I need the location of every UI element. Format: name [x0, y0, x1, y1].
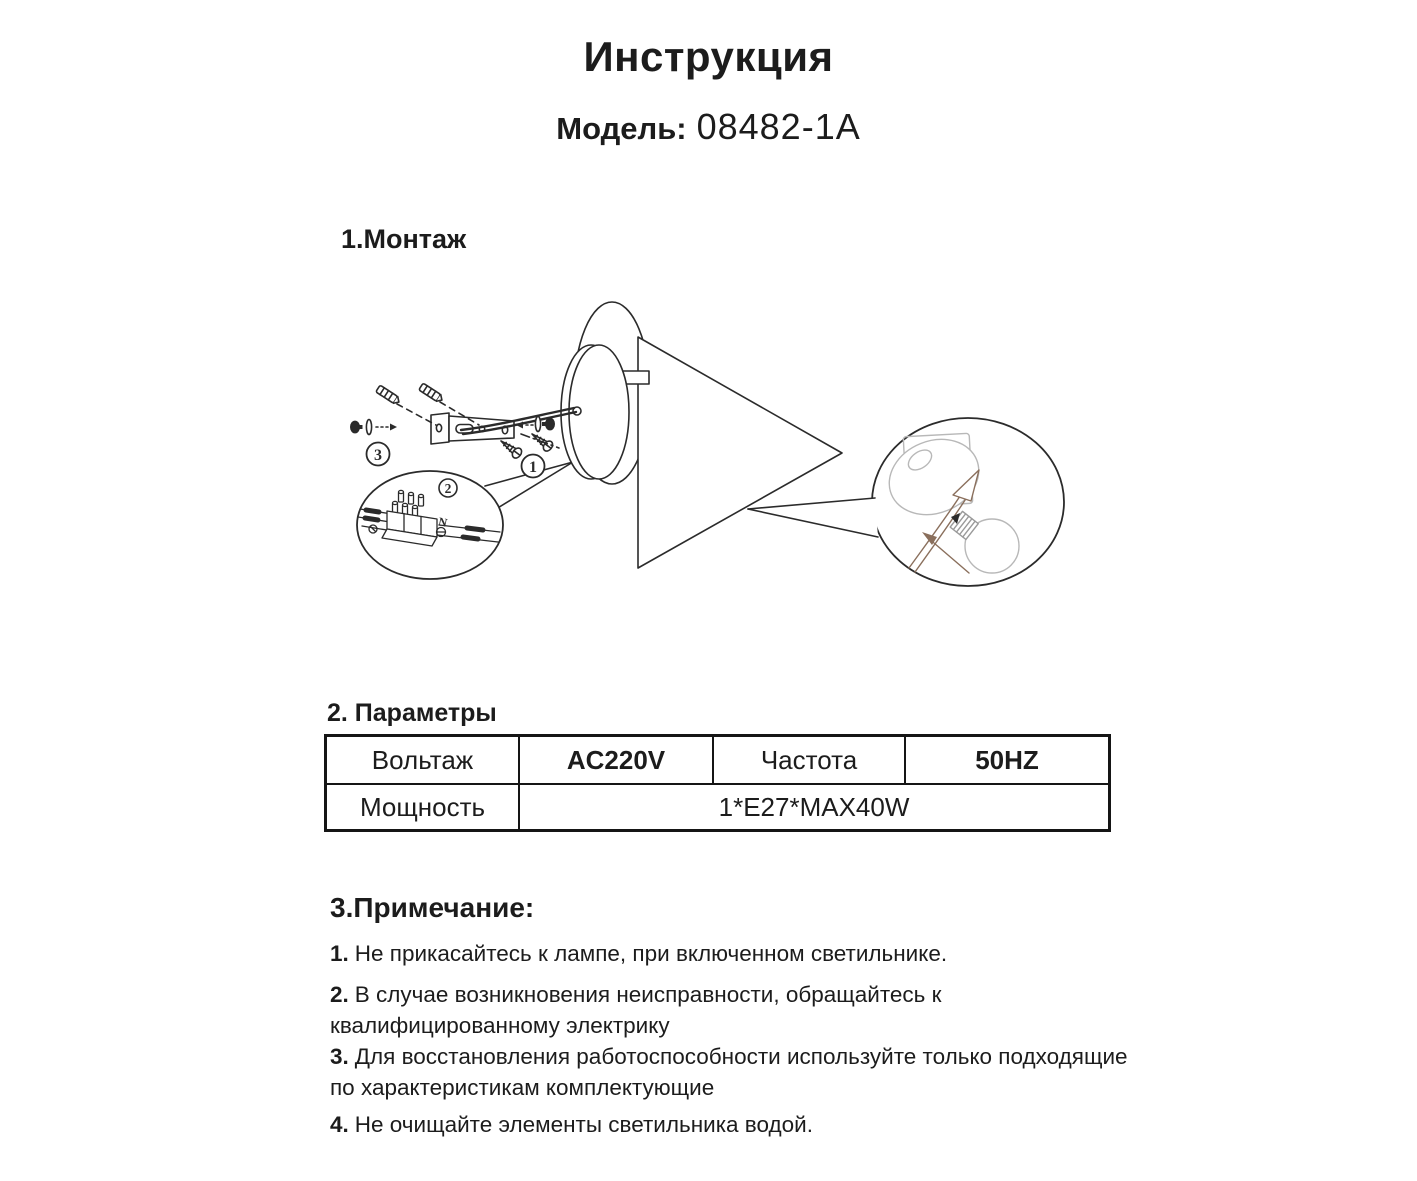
power-value-cell: 1*E27*MAX40W [519, 784, 1110, 831]
callout-3 [367, 443, 390, 466]
svg-text:2: 2 [444, 481, 452, 496]
params-table [324, 734, 1111, 832]
svg-text:3: 3 [374, 447, 382, 464]
note-text: Не очищайте элементы светильника водой. [354, 1112, 813, 1137]
voltage-label-cell: Вольтаж [326, 736, 520, 785]
installation-diagram [335, 285, 1075, 615]
note-text: В случае возникновения неисправности, обращайтесь к квалифицированному электрику [330, 982, 942, 1038]
table-row [326, 736, 1110, 785]
notes-list [330, 938, 1130, 1150]
note-item-2 [330, 979, 1130, 1041]
note-number: 4. [330, 1112, 349, 1137]
note-text: Не прикасайтесь к лампе, при включенном светильнике. [354, 941, 948, 966]
wall-anchor-icon [376, 383, 444, 405]
svg-text:1: 1 [529, 459, 537, 476]
note-number: 1. [330, 941, 349, 966]
note-number: 2. [330, 982, 349, 1007]
section-heading-montage: 1.Монтаж [341, 224, 467, 254]
note-text: Для восстановления работоспособности используйте только подходящие по характеристикам комплектующие [330, 1044, 1128, 1100]
page-title: Инструкция [583, 33, 834, 80]
model-label: Модель: [556, 111, 687, 146]
note-item-3 [330, 1041, 1130, 1103]
voltage-value-cell: AC220V [519, 736, 713, 785]
axis-dash-dot [521, 434, 559, 448]
table-row [326, 784, 1110, 831]
callout-1 [522, 455, 545, 478]
model-value: 08482-1A [696, 106, 861, 147]
note-number: 3. [330, 1044, 349, 1069]
section-heading-params: 2. Параметры [327, 699, 497, 727]
svg-text:N: N [437, 514, 449, 530]
screw-left-icon [351, 420, 397, 435]
note-item-1 [330, 938, 1130, 969]
callout-2 [439, 479, 457, 497]
power-label-cell: Мощность [326, 784, 520, 831]
note-item-4 [330, 1109, 1130, 1140]
model-line [0, 106, 1417, 148]
cone-shade [638, 337, 842, 568]
bulb-callout-tail [748, 498, 878, 537]
frequency-value-cell: 50HZ [905, 736, 1110, 785]
section-heading-notes: 3.Примечание: [330, 892, 535, 923]
frequency-label-cell: Частота [713, 736, 905, 785]
